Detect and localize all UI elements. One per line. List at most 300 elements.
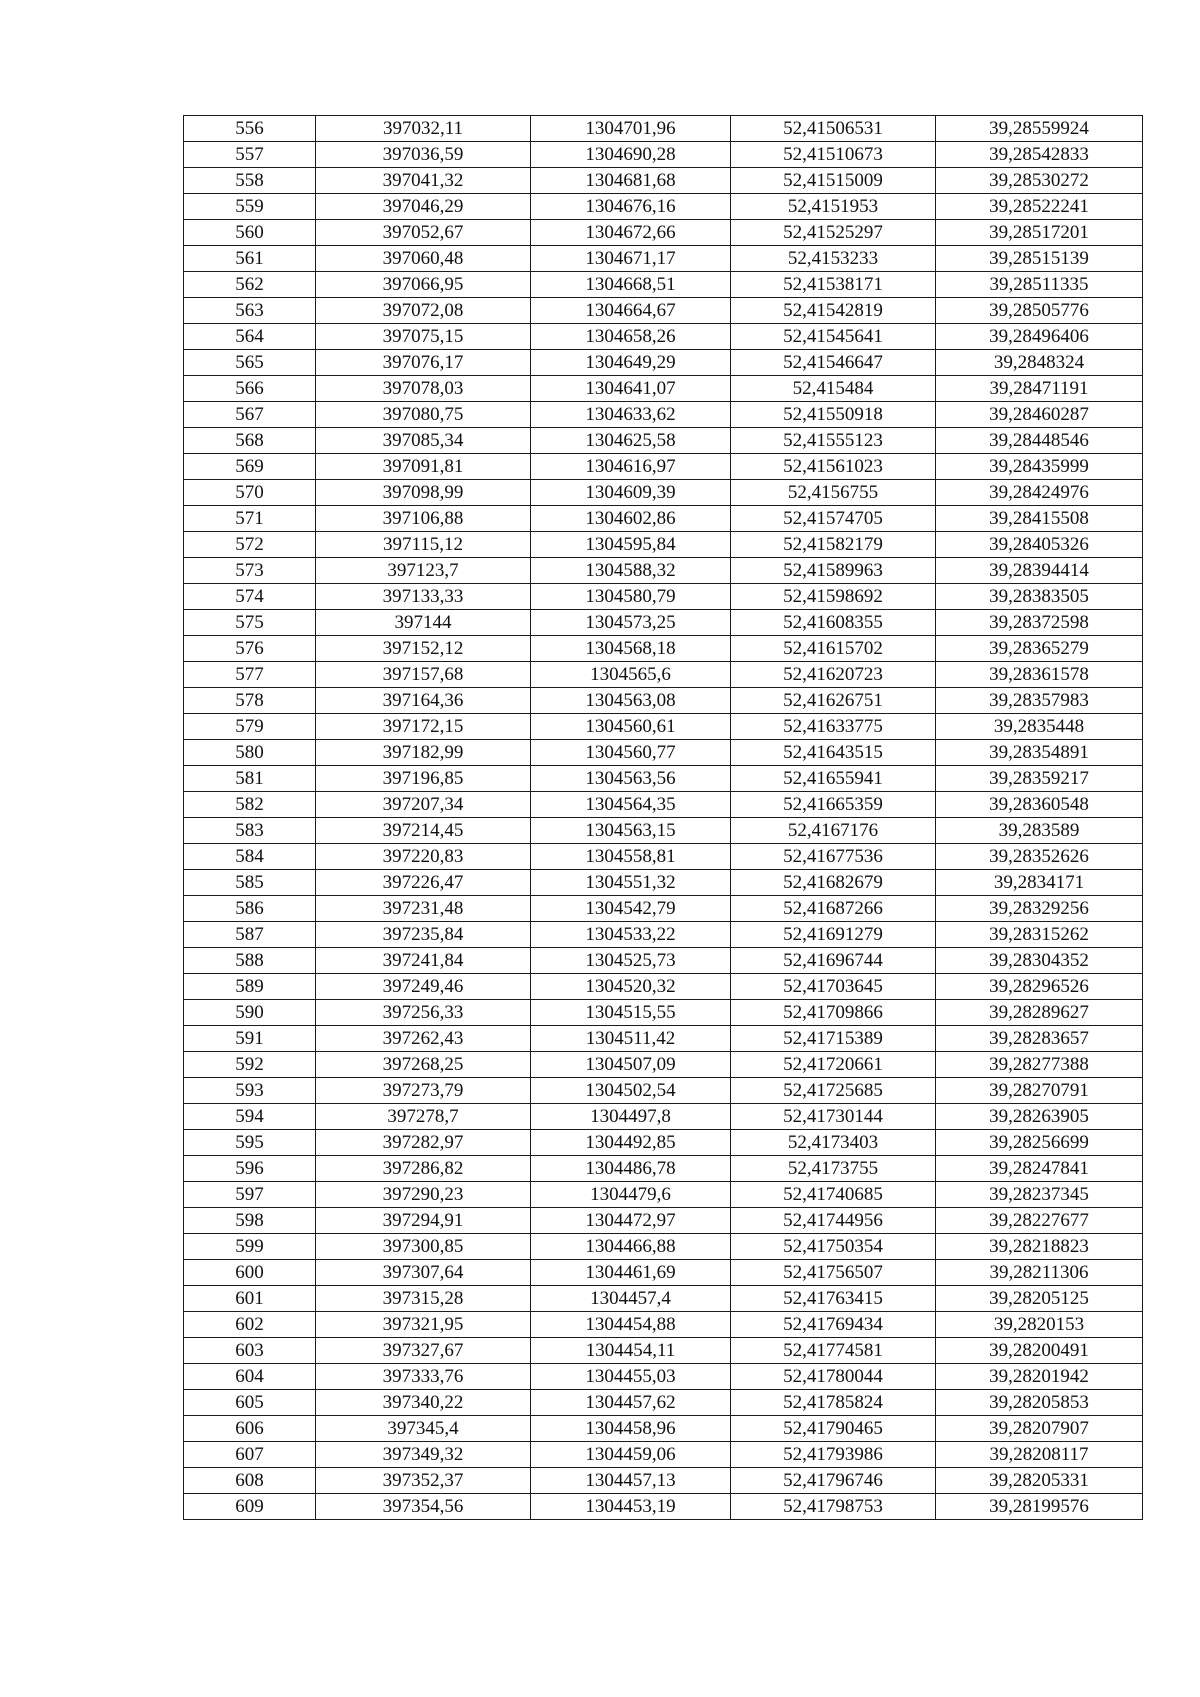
table-row: [184, 324, 1143, 350]
latitude-cell: 52,41510673: [731, 142, 936, 168]
x-coordinate-cell: 397226,47: [316, 870, 531, 896]
x-coordinate-cell: 397307,64: [316, 1260, 531, 1286]
point-number-cell: 570: [184, 480, 316, 506]
x-coordinate-cell: 397032,11: [316, 116, 531, 142]
point-number-cell: 587: [184, 922, 316, 948]
table-row: [184, 350, 1143, 376]
table-row: [184, 844, 1143, 870]
longitude-cell: 39,28361578: [936, 662, 1143, 688]
y-coordinate-cell: 1304558,81: [531, 844, 731, 870]
x-coordinate-cell: 397249,46: [316, 974, 531, 1000]
y-coordinate-cell: 1304466,88: [531, 1234, 731, 1260]
x-coordinate-cell: 397196,85: [316, 766, 531, 792]
y-coordinate-cell: 1304458,96: [531, 1416, 731, 1442]
longitude-cell: 39,28207907: [936, 1416, 1143, 1442]
latitude-cell: 52,41798753: [731, 1494, 936, 1520]
table-row: [184, 948, 1143, 974]
latitude-cell: 52,41720661: [731, 1052, 936, 1078]
point-number-cell: 559: [184, 194, 316, 220]
x-coordinate-cell: 397333,76: [316, 1364, 531, 1390]
x-coordinate-cell: 397078,03: [316, 376, 531, 402]
y-coordinate-cell: 1304690,28: [531, 142, 731, 168]
longitude-cell: 39,28460287: [936, 402, 1143, 428]
y-coordinate-cell: 1304454,88: [531, 1312, 731, 1338]
x-coordinate-cell: 397315,28: [316, 1286, 531, 1312]
point-number-cell: 563: [184, 298, 316, 324]
table-row: [184, 1260, 1143, 1286]
latitude-cell: 52,4153233: [731, 246, 936, 272]
latitude-cell: 52,4156755: [731, 480, 936, 506]
point-number-cell: 583: [184, 818, 316, 844]
table-row: [184, 1104, 1143, 1130]
longitude-cell: 39,28237345: [936, 1182, 1143, 1208]
latitude-cell: 52,41506531: [731, 116, 936, 142]
latitude-cell: 52,41545641: [731, 324, 936, 350]
y-coordinate-cell: 1304511,42: [531, 1026, 731, 1052]
table-row: [184, 1208, 1143, 1234]
longitude-cell: 39,2820153: [936, 1312, 1143, 1338]
point-number-cell: 609: [184, 1494, 316, 1520]
y-coordinate-cell: 1304595,84: [531, 532, 731, 558]
point-number-cell: 599: [184, 1234, 316, 1260]
point-number-cell: 580: [184, 740, 316, 766]
longitude-cell: 39,28511335: [936, 272, 1143, 298]
point-number-cell: 560: [184, 220, 316, 246]
y-coordinate-cell: 1304609,39: [531, 480, 731, 506]
point-number-cell: 556: [184, 116, 316, 142]
x-coordinate-cell: 397268,25: [316, 1052, 531, 1078]
point-number-cell: 567: [184, 402, 316, 428]
y-coordinate-cell: 1304563,08: [531, 688, 731, 714]
longitude-cell: 39,28205331: [936, 1468, 1143, 1494]
x-coordinate-cell: 397286,82: [316, 1156, 531, 1182]
table-row: [184, 376, 1143, 402]
x-coordinate-cell: 397294,91: [316, 1208, 531, 1234]
x-coordinate-cell: 397085,34: [316, 428, 531, 454]
table-row: [184, 402, 1143, 428]
table-row: [184, 714, 1143, 740]
y-coordinate-cell: 1304459,06: [531, 1442, 731, 1468]
longitude-cell: 39,28200491: [936, 1338, 1143, 1364]
y-coordinate-cell: 1304457,4: [531, 1286, 731, 1312]
x-coordinate-cell: 397182,99: [316, 740, 531, 766]
x-coordinate-cell: 397066,95: [316, 272, 531, 298]
latitude-cell: 52,415484: [731, 376, 936, 402]
table-row: [184, 116, 1143, 142]
x-coordinate-cell: 397076,17: [316, 350, 531, 376]
y-coordinate-cell: 1304563,15: [531, 818, 731, 844]
point-number-cell: 557: [184, 142, 316, 168]
table-row: [184, 1364, 1143, 1390]
latitude-cell: 52,41790465: [731, 1416, 936, 1442]
y-coordinate-cell: 1304457,13: [531, 1468, 731, 1494]
latitude-cell: 52,41763415: [731, 1286, 936, 1312]
longitude-cell: 39,28405326: [936, 532, 1143, 558]
table-row: [184, 1052, 1143, 1078]
y-coordinate-cell: 1304649,29: [531, 350, 731, 376]
longitude-cell: 39,28522241: [936, 194, 1143, 220]
longitude-cell: 39,28357983: [936, 688, 1143, 714]
table-row: [184, 1468, 1143, 1494]
point-number-cell: 564: [184, 324, 316, 350]
x-coordinate-cell: 397098,99: [316, 480, 531, 506]
table-row: [184, 1000, 1143, 1026]
latitude-cell: 52,41633775: [731, 714, 936, 740]
longitude-cell: 39,28329256: [936, 896, 1143, 922]
y-coordinate-cell: 1304701,96: [531, 116, 731, 142]
table-row: [184, 974, 1143, 1000]
point-number-cell: 577: [184, 662, 316, 688]
y-coordinate-cell: 1304616,97: [531, 454, 731, 480]
table-row: [184, 584, 1143, 610]
point-number-cell: 593: [184, 1078, 316, 1104]
point-number-cell: 558: [184, 168, 316, 194]
latitude-cell: 52,41608355: [731, 610, 936, 636]
x-coordinate-cell: 397052,67: [316, 220, 531, 246]
longitude-cell: 39,28424976: [936, 480, 1143, 506]
y-coordinate-cell: 1304633,62: [531, 402, 731, 428]
point-number-cell: 586: [184, 896, 316, 922]
latitude-cell: 52,41589963: [731, 558, 936, 584]
point-number-cell: 573: [184, 558, 316, 584]
y-coordinate-cell: 1304455,03: [531, 1364, 731, 1390]
x-coordinate-cell: 397152,12: [316, 636, 531, 662]
point-number-cell: 588: [184, 948, 316, 974]
table-row: [184, 662, 1143, 688]
x-coordinate-cell: 397091,81: [316, 454, 531, 480]
latitude-cell: 52,41703645: [731, 974, 936, 1000]
table-row: [184, 1286, 1143, 1312]
latitude-cell: 52,41525297: [731, 220, 936, 246]
point-number-cell: 602: [184, 1312, 316, 1338]
latitude-cell: 52,41796746: [731, 1468, 936, 1494]
point-number-cell: 562: [184, 272, 316, 298]
x-coordinate-cell: 397345,4: [316, 1416, 531, 1442]
point-number-cell: 565: [184, 350, 316, 376]
table-row: [184, 896, 1143, 922]
point-number-cell: 568: [184, 428, 316, 454]
point-number-cell: 569: [184, 454, 316, 480]
table-row: [184, 220, 1143, 246]
table-row: [184, 688, 1143, 714]
longitude-cell: 39,28247841: [936, 1156, 1143, 1182]
y-coordinate-cell: 1304551,32: [531, 870, 731, 896]
latitude-cell: 52,41546647: [731, 350, 936, 376]
latitude-cell: 52,41756507: [731, 1260, 936, 1286]
longitude-cell: 39,28352626: [936, 844, 1143, 870]
longitude-cell: 39,28289627: [936, 1000, 1143, 1026]
latitude-cell: 52,41626751: [731, 688, 936, 714]
point-number-cell: 591: [184, 1026, 316, 1052]
y-coordinate-cell: 1304580,79: [531, 584, 731, 610]
y-coordinate-cell: 1304492,85: [531, 1130, 731, 1156]
point-number-cell: 584: [184, 844, 316, 870]
y-coordinate-cell: 1304641,07: [531, 376, 731, 402]
latitude-cell: 52,4173403: [731, 1130, 936, 1156]
point-number-cell: 582: [184, 792, 316, 818]
point-number-cell: 606: [184, 1416, 316, 1442]
table-row: [184, 246, 1143, 272]
y-coordinate-cell: 1304664,67: [531, 298, 731, 324]
x-coordinate-cell: 397080,75: [316, 402, 531, 428]
longitude-cell: 39,28205125: [936, 1286, 1143, 1312]
table-row: [184, 298, 1143, 324]
table-row: [184, 1390, 1143, 1416]
latitude-cell: 52,41696744: [731, 948, 936, 974]
x-coordinate-cell: 397115,12: [316, 532, 531, 558]
y-coordinate-cell: 1304588,32: [531, 558, 731, 584]
y-coordinate-cell: 1304479,6: [531, 1182, 731, 1208]
point-number-cell: 601: [184, 1286, 316, 1312]
latitude-cell: 52,41769434: [731, 1312, 936, 1338]
longitude-cell: 39,28542833: [936, 142, 1143, 168]
point-number-cell: 581: [184, 766, 316, 792]
x-coordinate-cell: 397278,7: [316, 1104, 531, 1130]
x-coordinate-cell: 397106,88: [316, 506, 531, 532]
table-row: [184, 636, 1143, 662]
y-coordinate-cell: 1304525,73: [531, 948, 731, 974]
latitude-cell: 52,41515009: [731, 168, 936, 194]
point-number-cell: 594: [184, 1104, 316, 1130]
x-coordinate-cell: 397321,95: [316, 1312, 531, 1338]
table-row: [184, 870, 1143, 896]
table-row: [184, 142, 1143, 168]
table-row: [184, 740, 1143, 766]
latitude-cell: 52,41785824: [731, 1390, 936, 1416]
y-coordinate-cell: 1304563,56: [531, 766, 731, 792]
longitude-cell: 39,28201942: [936, 1364, 1143, 1390]
x-coordinate-cell: 397060,48: [316, 246, 531, 272]
latitude-cell: 52,41740685: [731, 1182, 936, 1208]
latitude-cell: 52,41538171: [731, 272, 936, 298]
y-coordinate-cell: 1304502,54: [531, 1078, 731, 1104]
longitude-cell: 39,283589: [936, 818, 1143, 844]
latitude-cell: 52,41774581: [731, 1338, 936, 1364]
longitude-cell: 39,2834171: [936, 870, 1143, 896]
x-coordinate-cell: 397349,32: [316, 1442, 531, 1468]
x-coordinate-cell: 397273,79: [316, 1078, 531, 1104]
x-coordinate-cell: 397164,36: [316, 688, 531, 714]
latitude-cell: 52,41709866: [731, 1000, 936, 1026]
point-number-cell: 574: [184, 584, 316, 610]
longitude-cell: 39,2848324: [936, 350, 1143, 376]
latitude-cell: 52,41598692: [731, 584, 936, 610]
table-row: [184, 1234, 1143, 1260]
table-row: [184, 1312, 1143, 1338]
longitude-cell: 39,28304352: [936, 948, 1143, 974]
longitude-cell: 39,28394414: [936, 558, 1143, 584]
longitude-cell: 39,28283657: [936, 1026, 1143, 1052]
table-row: [184, 1416, 1143, 1442]
table-row: [184, 1442, 1143, 1468]
table-row: [184, 506, 1143, 532]
point-number-cell: 605: [184, 1390, 316, 1416]
longitude-cell: 39,28383505: [936, 584, 1143, 610]
x-coordinate-cell: 397241,84: [316, 948, 531, 974]
table-row: [184, 480, 1143, 506]
y-coordinate-cell: 1304560,61: [531, 714, 731, 740]
table-row: [184, 168, 1143, 194]
latitude-cell: 52,41561023: [731, 454, 936, 480]
y-coordinate-cell: 1304472,97: [531, 1208, 731, 1234]
longitude-cell: 39,28365279: [936, 636, 1143, 662]
y-coordinate-cell: 1304520,32: [531, 974, 731, 1000]
table-row: [184, 610, 1143, 636]
y-coordinate-cell: 1304486,78: [531, 1156, 731, 1182]
x-coordinate-cell: 397144: [316, 610, 531, 636]
table-row: [184, 428, 1143, 454]
y-coordinate-cell: 1304461,69: [531, 1260, 731, 1286]
x-coordinate-cell: 397036,59: [316, 142, 531, 168]
latitude-cell: 52,41582179: [731, 532, 936, 558]
y-coordinate-cell: 1304497,8: [531, 1104, 731, 1130]
y-coordinate-cell: 1304672,66: [531, 220, 731, 246]
table-row: [184, 922, 1143, 948]
y-coordinate-cell: 1304533,22: [531, 922, 731, 948]
point-number-cell: 595: [184, 1130, 316, 1156]
x-coordinate-cell: 397075,15: [316, 324, 531, 350]
latitude-cell: 52,41780044: [731, 1364, 936, 1390]
longitude-cell: 39,28205853: [936, 1390, 1143, 1416]
latitude-cell: 52,41677536: [731, 844, 936, 870]
table-row: [184, 792, 1143, 818]
longitude-cell: 39,28530272: [936, 168, 1143, 194]
coordinates-table: [183, 115, 1143, 1520]
x-coordinate-cell: 397262,43: [316, 1026, 531, 1052]
longitude-cell: 39,28360548: [936, 792, 1143, 818]
x-coordinate-cell: 397231,48: [316, 896, 531, 922]
longitude-cell: 39,28218823: [936, 1234, 1143, 1260]
table-row: [184, 272, 1143, 298]
longitude-cell: 39,28448546: [936, 428, 1143, 454]
x-coordinate-cell: 397123,7: [316, 558, 531, 584]
point-number-cell: 589: [184, 974, 316, 1000]
x-coordinate-cell: 397300,85: [316, 1234, 531, 1260]
latitude-cell: 52,41687266: [731, 896, 936, 922]
latitude-cell: 52,41793986: [731, 1442, 936, 1468]
table-row: [184, 558, 1143, 584]
longitude-cell: 39,28270791: [936, 1078, 1143, 1104]
latitude-cell: 52,41574705: [731, 506, 936, 532]
longitude-cell: 39,28415508: [936, 506, 1143, 532]
longitude-cell: 39,28208117: [936, 1442, 1143, 1468]
point-number-cell: 608: [184, 1468, 316, 1494]
point-number-cell: 600: [184, 1260, 316, 1286]
table-row: [184, 454, 1143, 480]
x-coordinate-cell: 397220,83: [316, 844, 531, 870]
y-coordinate-cell: 1304564,35: [531, 792, 731, 818]
point-number-cell: 561: [184, 246, 316, 272]
table-row: [184, 194, 1143, 220]
y-coordinate-cell: 1304560,77: [531, 740, 731, 766]
table-row: [184, 1130, 1143, 1156]
latitude-cell: 52,4173755: [731, 1156, 936, 1182]
point-number-cell: 566: [184, 376, 316, 402]
latitude-cell: 52,41691279: [731, 922, 936, 948]
x-coordinate-cell: 397041,32: [316, 168, 531, 194]
longitude-cell: 39,28372598: [936, 610, 1143, 636]
longitude-cell: 39,28359217: [936, 766, 1143, 792]
point-number-cell: 571: [184, 506, 316, 532]
longitude-cell: 39,28256699: [936, 1130, 1143, 1156]
latitude-cell: 52,41542819: [731, 298, 936, 324]
longitude-cell: 39,28296526: [936, 974, 1143, 1000]
table-row: [184, 1338, 1143, 1364]
latitude-cell: 52,41730144: [731, 1104, 936, 1130]
y-coordinate-cell: 1304565,6: [531, 662, 731, 688]
latitude-cell: 52,41715389: [731, 1026, 936, 1052]
x-coordinate-cell: 397235,84: [316, 922, 531, 948]
x-coordinate-cell: 397327,67: [316, 1338, 531, 1364]
point-number-cell: 598: [184, 1208, 316, 1234]
y-coordinate-cell: 1304457,62: [531, 1390, 731, 1416]
point-number-cell: 596: [184, 1156, 316, 1182]
table-row: [184, 1494, 1143, 1520]
x-coordinate-cell: 397354,56: [316, 1494, 531, 1520]
latitude-cell: 52,41555123: [731, 428, 936, 454]
point-number-cell: 607: [184, 1442, 316, 1468]
longitude-cell: 39,28471191: [936, 376, 1143, 402]
latitude-cell: 52,41550918: [731, 402, 936, 428]
x-coordinate-cell: 397352,37: [316, 1468, 531, 1494]
point-number-cell: 603: [184, 1338, 316, 1364]
point-number-cell: 597: [184, 1182, 316, 1208]
x-coordinate-cell: 397207,34: [316, 792, 531, 818]
y-coordinate-cell: 1304668,51: [531, 272, 731, 298]
y-coordinate-cell: 1304625,58: [531, 428, 731, 454]
y-coordinate-cell: 1304573,25: [531, 610, 731, 636]
x-coordinate-cell: 397072,08: [316, 298, 531, 324]
longitude-cell: 39,28277388: [936, 1052, 1143, 1078]
longitude-cell: 39,28211306: [936, 1260, 1143, 1286]
y-coordinate-cell: 1304602,86: [531, 506, 731, 532]
coordinates-table-body: [184, 116, 1143, 1520]
point-number-cell: 572: [184, 532, 316, 558]
longitude-cell: 39,28263905: [936, 1104, 1143, 1130]
y-coordinate-cell: 1304454,11: [531, 1338, 731, 1364]
latitude-cell: 52,41744956: [731, 1208, 936, 1234]
y-coordinate-cell: 1304681,68: [531, 168, 731, 194]
x-coordinate-cell: 397282,97: [316, 1130, 531, 1156]
y-coordinate-cell: 1304507,09: [531, 1052, 731, 1078]
longitude-cell: 39,28435999: [936, 454, 1143, 480]
longitude-cell: 39,28315262: [936, 922, 1143, 948]
longitude-cell: 39,28354891: [936, 740, 1143, 766]
longitude-cell: 39,28559924: [936, 116, 1143, 142]
point-number-cell: 576: [184, 636, 316, 662]
table-row: [184, 1026, 1143, 1052]
point-number-cell: 590: [184, 1000, 316, 1026]
point-number-cell: 585: [184, 870, 316, 896]
x-coordinate-cell: 397046,29: [316, 194, 531, 220]
table-row: [184, 766, 1143, 792]
longitude-cell: 39,28496406: [936, 324, 1143, 350]
y-coordinate-cell: 1304568,18: [531, 636, 731, 662]
point-number-cell: 592: [184, 1052, 316, 1078]
y-coordinate-cell: 1304658,26: [531, 324, 731, 350]
x-coordinate-cell: 397214,45: [316, 818, 531, 844]
x-coordinate-cell: 397290,23: [316, 1182, 531, 1208]
longitude-cell: 39,28517201: [936, 220, 1143, 246]
latitude-cell: 52,41750354: [731, 1234, 936, 1260]
table-row: [184, 1156, 1143, 1182]
y-coordinate-cell: 1304542,79: [531, 896, 731, 922]
y-coordinate-cell: 1304515,55: [531, 1000, 731, 1026]
latitude-cell: 52,41620723: [731, 662, 936, 688]
table-row: [184, 818, 1143, 844]
y-coordinate-cell: 1304671,17: [531, 246, 731, 272]
longitude-cell: 39,28199576: [936, 1494, 1143, 1520]
